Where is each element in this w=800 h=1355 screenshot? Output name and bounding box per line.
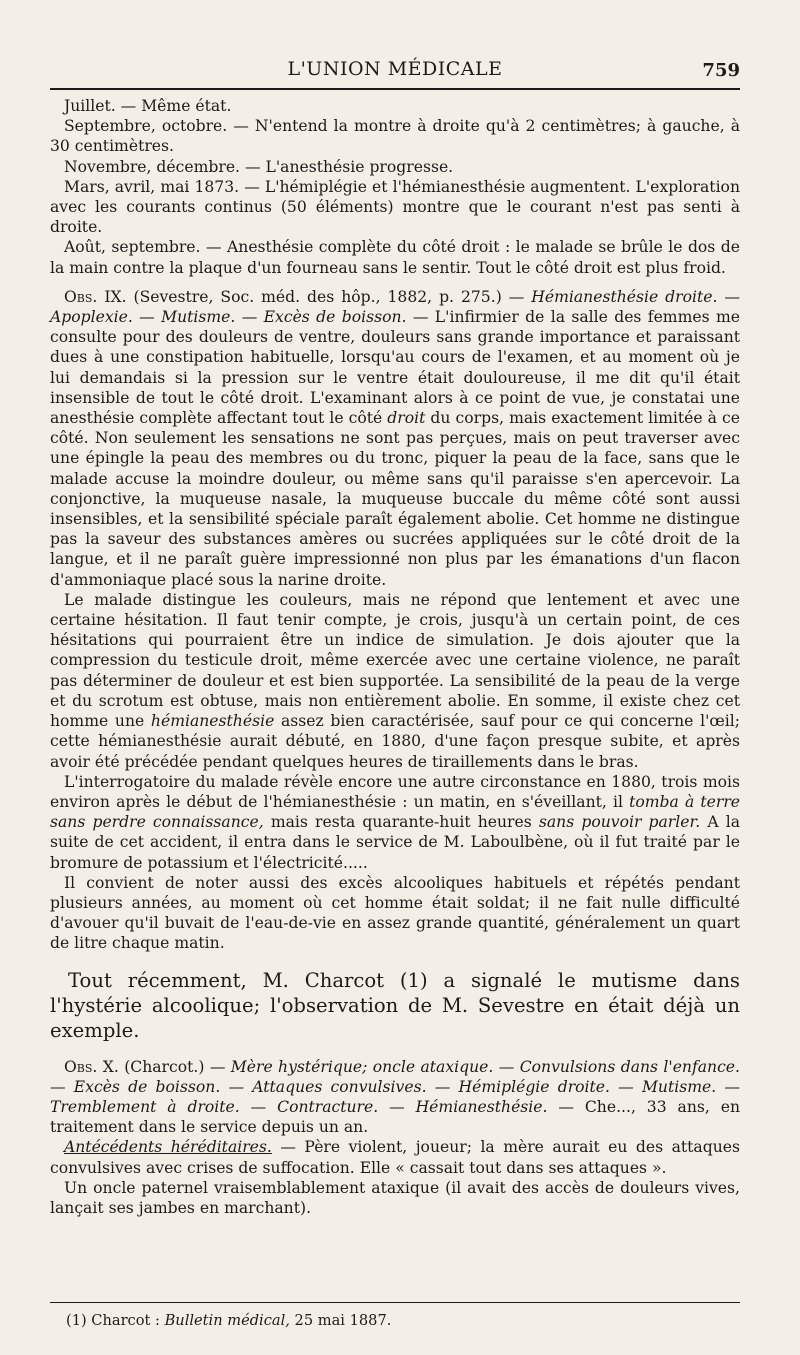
document-body (50, 96, 740, 1218)
obs-x-label: Obs. X. (64, 1057, 119, 1076)
obs-ix-sep-1: — (717, 287, 740, 306)
page-number: 759 (702, 60, 740, 81)
paragraph-mars: Mars, avril, mai 1873. — L'hémiplégie et l'hémianesthésie augmentent. L'exploration avec les courants continus (50 éléments) montre que le courant n'est pas senti à droite. (50, 177, 740, 237)
antecedents-label: Antécédents héréditaires. (64, 1138, 272, 1157)
page-header (50, 52, 740, 84)
paragraph-antecedents (50, 1137, 740, 1177)
footnote-journal: Bulletin médical, (164, 1312, 290, 1329)
obs-ix-text-1: — L'infirmier de la salle des femmes me consulte pour des douleurs de ventre, douleurs sans grande importance et paraissant dues à une constipation habituelle, lorsqu'au cours de l'examen, et au moment où je lui demandais si la pression sur le ventre était douloureuse, il me dit qu'il était insensible de tout le côté droit. L'examinant alors à ce point de vue, je constatai une anesthésie complète affectant tout le côté (50, 308, 740, 428)
paragraph-juillet: Juillet. — Même état. (64, 97, 232, 115)
paragraph-interrogatoire (50, 772, 740, 873)
observation-x (50, 1057, 740, 1138)
paragraph-aout: Août, septembre. — Anesthésie complète du côté droit : le malade se brûle le dos de la main contre la plaque d'un fourneau sans le sentir. Tout le côté droit est plus froid. (50, 238, 740, 277)
paragraph-exces: Il convient de noter aussi des excès alcooliques habituels et répétés pendant plusieurs années, au moment où cet homme était soldat; il ne fait nulle difficulté d'avouer qu'il buvait de l'eau-de-vie en assez grande quantité, généralement un quart de litre chaque matin. (50, 873, 740, 953)
paragraph-couleurs (50, 590, 740, 772)
observation-ix (50, 287, 740, 590)
obs-ix-sep-2: — (132, 308, 162, 327)
footnote-rule (50, 1302, 740, 1303)
interrogatoire-text-1: L'interrogatoire du malade révèle encore une autre circonstance en 1880, trois mois environ après le début de l'hémianesthésie : un matin, en s'éveillant, il (50, 772, 740, 811)
obs-x-title: Mère hystérique; oncle ataxique. — Convulsions dans l'enfance. — Excès de boisson. — Attaques convulsives. — Hémiplégie droite. — Mutisme. — Tremblement à droite. — Contracture. — Hémianesthésie. (50, 1057, 740, 1116)
antecedents-text: — Père violent, joueur; la mère aurait eu des attaques convulsives avec crises de suffocation. Elle « cassait tout dans ses attaques ». (50, 1138, 740, 1177)
header-rule (50, 88, 740, 90)
couleurs-italic: hémianesthésie (150, 712, 275, 731)
footnote-text-1: (1) Charcot : (66, 1312, 165, 1329)
obs-ix-text-2: du corps, mais exactement limitée à ce côté. Non seulement les sensations ne sont pas perçues, mais on peut traverser avec une épingle la peau des membres ou du tronc, piquer la peau de la face, sans que le malade accuse la moindre douleur, ou même sans qu'il paraisse s'en apercevoir. La conjonctive, la muqueuse nasale, la muqueuse buccale du même côté sont aussi insensibles, et la sensibilité spéciale paraît également abolie. Cet homme ne distingue pas la saveur des substances amères ou sucrées appliquées sur le côté droit de la langue, et il ne paraît guère impressionné non plus par les émanations d'un flacon d'ammoniaque placé sous la narine droite. (50, 409, 740, 589)
footnote-text-2: 25 mai 1887. (289, 1312, 392, 1329)
paragraph-septembre: Septembre, octobre. — N'entend la montre à droite qu'à 2 centimètres; à gauche, à 30 centimètres. (50, 117, 740, 156)
obs-ix-title-4: Excès de boisson. (263, 308, 407, 327)
couleurs-text-1: Le malade distingue les couleurs, mais ne répond que lentement et avec une certaine hésitation. Il faut tenir compte, je crois, jusqu'à un certain point, de ces hésitations qui pourraient être un indice de simulation. Je dois ajouter que la compression du testicule droit, même exercée avec une certaine violence, ne paraît pas déterminer de douleur et est bien supportée. La sensibilité de la peau de la verge et du scrotum est obtuse, mais non entièrement abolie. En somme, il existe chez cet homme une (50, 590, 740, 731)
paragraph-charcot: Tout récemment, M. Charcot (1) a signalé le mutisme dans l'hystérie alcoolique; l'observation de M. Sevestre en était déjà un exemple. (50, 968, 740, 1042)
running-title: L'UNION MÉDICALE (287, 58, 503, 80)
interrogatoire-italic-1: tomba à terre sans perdre connaissance, (50, 792, 741, 832)
obs-ix-title-1: Hémianesthésie droite. (531, 287, 718, 306)
footnote (66, 1312, 726, 1330)
obs-ix-sep-3: — (235, 308, 264, 327)
obs-ix-droit: droit (387, 409, 426, 428)
obs-x-source: (Charcot.) — (118, 1057, 231, 1076)
interrogatoire-text-2: mais resta quarante-huit heures (263, 813, 539, 832)
paragraph-novembre: Novembre, décembre. — L'anesthésie progresse. (64, 157, 454, 176)
obs-ix-label: Obs. IX. (64, 287, 127, 306)
obs-ix-source: (Sevestre, Soc. méd. des hôp., 1882, p. 275.) — (126, 287, 532, 306)
interrogatoire-text-3: A la suite de cet accident, il entra dans le service de M. Laboulbène, où il fut traité par le bromure de potassium et l'électricité..... (50, 813, 740, 872)
couleurs-text-2: assez bien caractérisée, sauf pour ce qui concerne l'œil; cette hémianesthésie aurait débuté, en 1880, d'une façon presque subite, et après avoir été précédée pendant quelques heures de tiraillements dans le bras. (50, 712, 740, 771)
obs-ix-title-3: Mutisme. (161, 308, 236, 327)
obs-x-text: — Che..., 33 ans, en traitement dans le service depuis un an. (50, 1097, 741, 1137)
obs-ix-title-2: Apoplexie. (50, 308, 133, 327)
interrogatoire-italic-2: sans pouvoir parler. (538, 813, 701, 832)
paragraph-oncle: Un oncle paternel vraisemblablement ataxique (il avait des accès de douleurs vives, lançait ses jambes en marchant). (50, 1178, 740, 1217)
